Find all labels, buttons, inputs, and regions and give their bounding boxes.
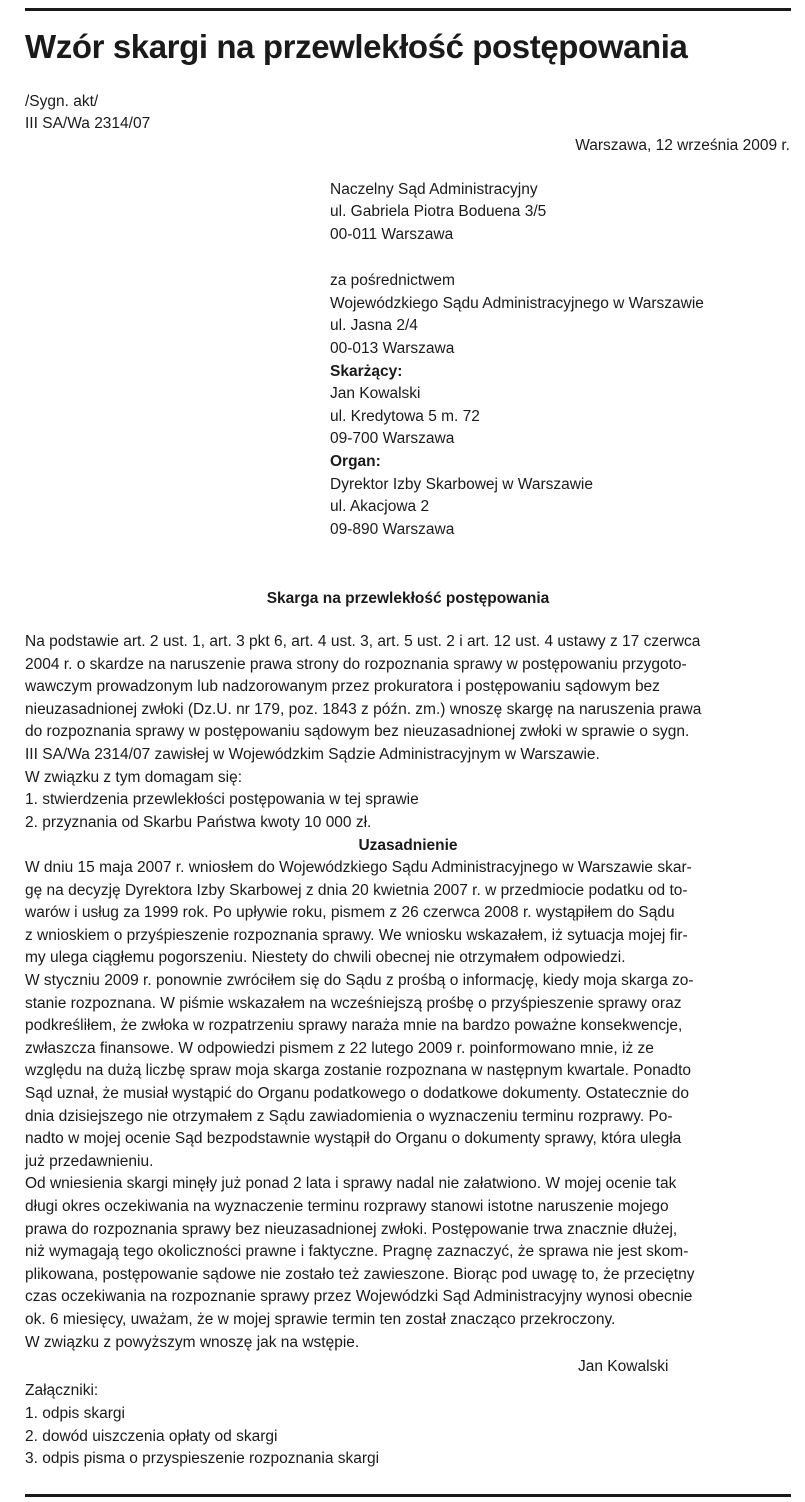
paragraph-line: W styczniu 2009 r. ponownie zwróciłem się do Sądu z prośbą o informację, kiedy moja skarga zo- <box>25 972 694 989</box>
paragraph-line: W związku z tym domagam się: <box>25 768 243 786</box>
via-street: ul. Jasna 2/4 <box>330 317 418 334</box>
via-court-name: Wojewódzkiego Sądu Administracyjnego w Warszawie <box>330 295 704 312</box>
paragraph-line: gę na decyzję Dyrektora Izby Skarbowej z dnia 20 kwietnia 2007 r. w przedmiocie podatku od to- <box>25 881 688 899</box>
bottom-rule <box>25 1494 791 1497</box>
signature: Jan Kowalski <box>578 1358 669 1375</box>
top-rule <box>25 8 791 11</box>
organ-city: 09-890 Warszawa <box>330 521 455 538</box>
case-ref-number: III SA/Wa 2314/07 <box>25 115 151 132</box>
page-title: Wzór skargi na przewlekłość postępowania <box>25 28 688 65</box>
paragraph-line: względu na dużą liczbę spraw moja skarga zostanie rozpoznana w następnym kwartale. Ponadto <box>25 1062 692 1080</box>
justification-heading: Uzasadnienie <box>358 837 458 854</box>
paragraph-line: niż wymagają tego okoliczności prawne i faktyczne. Pragnę zaznaczyć, że sprawa nie jest skom- <box>25 1243 689 1261</box>
attachment-item: 1. odpis skargi <box>25 1405 125 1422</box>
paragraph-line: warów i usług za 1999 rok. Po upływie roku, pismem z 26 czerwca 2008 r. wystąpiłem do Sądu <box>25 904 675 922</box>
paragraph-line: W związku z powyższym wnoszę jak na wstępie. <box>25 1333 360 1351</box>
organ-label: Organ: <box>330 453 381 470</box>
paragraph-line: 2. przyznania od Skarbu Państwa kwoty 10 000 zł. <box>25 813 372 831</box>
attachment-item: 2. dowód uiszczenia opłaty od skargi <box>25 1427 278 1445</box>
paragraph-line: W dniu 15 maja 2007 r. wniosłem do Wojewódzkiego Sądu Administracyjnego w Warszawie skar- <box>25 859 692 876</box>
plaintiff-street: ul. Kredytowa 5 m. 72 <box>330 408 480 425</box>
paragraph-line: długi okres oczekiwania na wyznaczenie terminu rozprawy stanowi istotne naruszenie mojego <box>25 1198 669 1215</box>
paragraph-line: III SA/Wa 2314/07 zawisłej w Wojewódzkim Sądzie Administracyjnym w Warszawie. <box>25 746 600 763</box>
plaintiff-label: Skarżący: <box>330 363 403 380</box>
via-label: za pośrednictwem <box>330 272 455 289</box>
attachment-item: 3. odpis pisma o przyspieszenie rozpoznania skargi <box>25 1450 380 1468</box>
paragraph-line: już przedawnieniu. <box>25 1152 154 1170</box>
paragraph-line: czas oczekiwania na rozpoznanie sprawy przez Wojewódzki Sąd Administracyjny wynosi obecnie <box>25 1288 693 1306</box>
court-street: ul. Gabriela Piotra Boduena 3/5 <box>330 203 547 220</box>
paragraph-line: ok. 6 miesięcy, uważam, że w mojej sprawie termin ten został znacząco przekroczony. <box>25 1311 616 1328</box>
paragraph-line: my ulega ciągłemu pogorszeniu. Niestety do chwili obecnej nie otrzymałem odpowiedzi. <box>25 949 626 967</box>
organ-street: ul. Akacjowa 2 <box>330 498 430 515</box>
organ-name: Dyrektor Izby Skarbowej w Warszawie <box>330 476 593 493</box>
via-city: 00-013 Warszawa <box>330 340 455 357</box>
paragraph-line: nadto w mojej ocenie Sąd bezpodstawnie wystąpił do Organu o dokumenty sprawy, która uległa <box>25 1130 682 1148</box>
plaintiff-name: Jan Kowalski <box>330 385 421 402</box>
paragraph-line: Od wniesienia skargi minęły już ponad 2 lata i sprawy nadal nie załatwiono. W mojej ocenie tak <box>25 1175 677 1193</box>
paragraph-line: dnia dzisiejszego nie otrzymałem z Sądu zawiadomienia o wyznaczeniu terminu rozprawy. Po- <box>25 1107 673 1125</box>
paragraph-line: do rozpoznania sprawy w postępowaniu sądowym bez nieuzasadnionej zwłoki w sprawie o sygn. <box>25 723 690 741</box>
paragraph-line: podkreśliłem, że zwłoka w rozpatrzeniu sprawy naraża mnie na bardzo poważne konsekwencje, <box>25 1017 683 1035</box>
case-ref-label: /Sygn. akt/ <box>25 93 99 110</box>
paragraph-line: 2004 r. o skardze na naruszenie prawa strony do rozpoznania sprawy w postępowaniu przygoto- <box>25 655 687 673</box>
court-name: Naczelny Sąd Administracyjny <box>330 181 538 198</box>
paragraph-line: prawa do rozpoznania sprawy bez nieuzasadnionej zwłoki. Postępowanie trwa znacznie dłużej, <box>25 1220 678 1238</box>
plaintiff-city: 09-700 Warszawa <box>330 430 455 447</box>
attachments-label: Załączniki: <box>25 1382 99 1399</box>
paragraph-line: 1. stwierdzenia przewlekłości postępowania w tej sprawie <box>25 791 419 809</box>
paragraph-line: wawczym prowadzonym lub nadzorowanym przez prokuratora i postępowaniu sądowym bez <box>25 678 660 696</box>
complaint-heading: Skarga na przewlekłość postępowania <box>266 590 550 607</box>
place-date: Warszawa, 12 września 2009 r. <box>575 137 790 154</box>
paragraph-line: Sąd uznał, że musiał wystąpić do Organu podatkowego o dodatkowe dokumenty. Ostatecznie do <box>25 1085 690 1102</box>
paragraph-line: z wnioskiem o przyśpieszenie rozpoznania sprawy. We wniosku wskazałem, iż sytuacja mojej fir- <box>25 926 688 944</box>
paragraph-line: stanie rozpoznana. W piśmie wskazałem na wcześniejszą prośbę o przyśpieszenie sprawy oraz <box>25 994 682 1012</box>
paragraph-line: Na podstawie art. 2 ust. 1, art. 3 pkt 6, art. 4 ust. 3, art. 5 ust. 2 i art. 12 ust. 4 ustawy z 17 czerwca <box>25 633 701 650</box>
paragraph-line: plikowana, postępowanie sądowe nie zostało też zawieszone. Biorąc pod uwagę to, że przeciętny <box>25 1265 695 1283</box>
court-city: 00-011 Warszawa <box>330 226 454 243</box>
paragraph-line: nieuzasadnionej zwłoki (Dz.U. nr 179, poz. 1843 z późn. zm.) wnoszę skargę na naruszenia prawa <box>25 700 702 718</box>
paragraph-line: zwłaszcza finansowe. W odpowiedzi pismem z 22 lutego 2009 r. poinformowano mnie, iż ze <box>25 1039 654 1057</box>
